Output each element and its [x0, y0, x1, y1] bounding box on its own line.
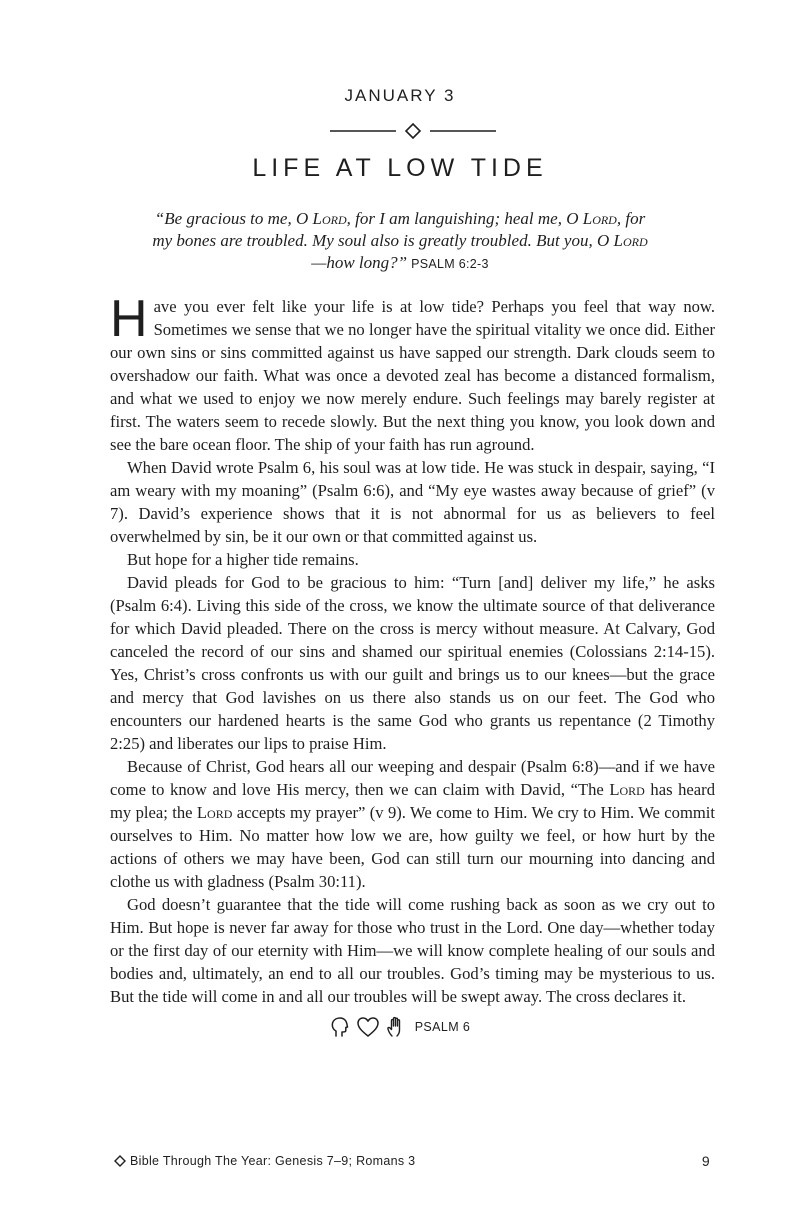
reading-plan: [114, 1154, 415, 1168]
paragraph-4: David pleads for God to be gracious to him: “Turn [and] deliver my life,” he asks (Psalm 6:4). Living this side of the cross, we know the ultimate source of that deliverance for which David pleaded. There on the cross is mercy without measure. At Calvary, God canceled the record of our sins and shamed our spiritual enemies (Colossians 2:14-15). Yes, Christ’s cross confronts us with our guilt and brings us to our knees—but the grace and mercy that God lavishes on us there also stands us on our feet. The God who encounters our hardened hearts is the same God who grants us repentance (2 Timothy 2:25) and liberates our lips to praise Him.: [110, 573, 715, 753]
paragraph-1: Have you ever felt like your life is at low tide? Perhaps you feel that way now. Sometimes we sense that we no longer have the spiritual vitality we once did. Either our own sins or sins committed against us have sapped our strength. Dark clouds seem to overshadow our faith. What was once a devoted zeal has become a distanced formalism, and what we used to enjoy we now merely endure. Such feelings may barely register at first. The waters seem to recede slowly. But the next thing you know, you look down and see the bare ocean floor. The ship of your faith has run aground.: [110, 290, 715, 454]
page-footer: [114, 1153, 710, 1169]
paragraph-5: Because of Christ, God hears all our weeping and despair (Psalm 6:8)—and if we have come to know and love His mercy, then we can claim with David, “The Lord has heard my plea; the Lord accepts my prayer” (v 9). We come to Him. We cry to Him. We commit ourselves to Him. No matter how low we are, how guilty we feel, or how hurt by the actions of others we may have been, God can still turn our mourning into dancing and clothe us with gladness (Psalm 30:11).: [110, 757, 715, 891]
reflection-prompts: [0, 1016, 800, 1038]
hand-icon: [386, 1016, 406, 1038]
heart-icon: [356, 1016, 380, 1038]
reflection-reference: PSALM 6: [414, 1020, 471, 1034]
paragraph-2: When David wrote Psalm 6, his soul was at low tide. He was stuck in despair, saying, “I am weary with my moaning” (Psalm 6:6), and “My eye wastes away because of grief” (v 7). David’s experience shows that it is not abnormal for us as believers to feel overwhelmed by sin, be it our own or that committed against us.: [110, 458, 715, 546]
reading-plan-text: Bible Through The Year: Genesis 7–9; Romans 3: [130, 1154, 416, 1168]
page-title: LIFE AT LOW TIDE: [252, 154, 548, 182]
devotional-body: [110, 290, 715, 1008]
epigraph-reference: PSALM 6:2-3: [411, 257, 489, 271]
entry-date: JANUARY 3: [344, 86, 456, 105]
drop-cap: H: [110, 290, 148, 348]
paragraph-6: God doesn’t guarantee that the tide will come rushing back as soon as we cry out to Him. But hope is never far away for those who trust in the Lord. One day—whether today or the first day of our eternity with Him—we will know complete healing of our souls and bodies and, ultimately, an end to all our troubles. God’s timing may be mysterious to us. But the tide will come in and all our troubles will be swept away. The cross declares it.: [110, 895, 715, 1006]
diamond-icon: [114, 1155, 126, 1167]
paragraph-3: But hope for a higher tide remains.: [127, 550, 359, 569]
page-number: 9: [701, 1153, 710, 1169]
head-icon: [330, 1016, 350, 1038]
epigraph-quote: “Be gracious to me, O Lord, for I am languishing; heal me, O Lord, for my bones are troubled. My soul also is greatly troubled. But you, O Lord—how long?” PSALM 6:2-3: [152, 209, 648, 272]
diamond-divider-icon: [330, 121, 496, 141]
